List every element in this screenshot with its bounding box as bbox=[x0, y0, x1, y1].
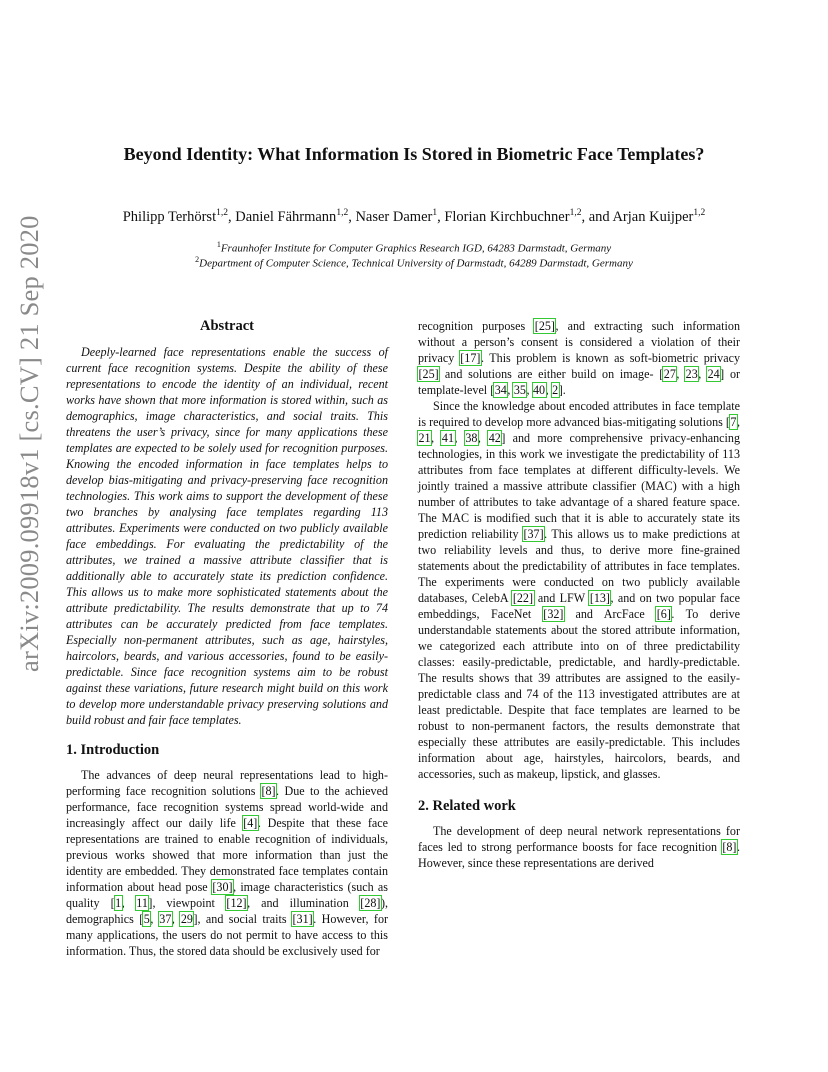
intro-paragraph-2: Since the knowledge about encoded attributes in face template is required to develop more advanced bias-mitigating solutions [7, 21, 41, 38, 42] and more comprehensive privacy-enhancing technologies, in this work we investigate the predictability of 113 attributes from face templates at different difficulty-levels. We jointly trained a massive attribute classifier (MAC) with a high number of attributes to take advantage of a shared feature space. The MAC is modified such that it is able to accurately state its prediction reliability [37]. This allows us to make predictions at two reliability levels and thus, to derive more fine-grained statements about the predictability of attributes in face templates. The experiments were conducted on two publicly available databases, CelebA [22] and LFW [13], and on two popular face embeddings, FaceNet [32] and ArcFace [6]. To derive understandable statements about the stored attribute information, we categorized each attribute into on of three predictability classes: easily-predictable, predictable, and hardly-predictable. The results shows that 39 attributes are assigned to the easily-predictable class and 74 of the 113 investigated attributes are at least predictable. Despite that face templates are learned to be robust to non-permanent factors, the results demonstrate that especially these attributes are easily-predictable. This includes information about age, hairstyles, haircolors, beards, and accessories, such as makeup, lipstick, and glasses. bbox=[418, 399, 740, 781]
intro-paragraph-1: The advances of deep neural representations lead to high-performing face recognition solutions [8]. Due to the achieved performance, face recognition systems spread world-wide and increasingly affect our daily life [4]. Despite that these face representations are trained to enable recognition of individuals, previous works showed that more information than just the identity are embedded. They demonstrated face templates contain information about head pose [30], image characteristics (such as quality [1, 11], viewpoint [12], and illumination [28]), demographics [5, 37, 29], and social traits [31]. However, for many applications, the users do not permit to have access to this information. Thus, the stored data should be exclusively used for bbox=[66, 768, 389, 958]
author-name: Naser Damer bbox=[355, 208, 433, 225]
abstract-body: Deeply-learned face representations enable the success of current face recognition systems. Despite the ability of these representations to encode the identity of an individual, recent works have shown that more information is stored within, such as demographics, image characteristics, and social traits. This threatens the user’s privacy, since for many applications these templates are expected to be solely used for recognition purposes. Knowing the encoded information in face templates helps to develop bias-mitigating and privacy-preserving face recognition technologies. This work aims to support the development of these two branches by analysing face templates regarding 113 attributes. Experiments were conducted on two publicly available face embeddings. For evaluating the predictability of the attributes, we trained a massive attribute classifier that is additionally able to accurately state its prediction confidence. This allows us to make more sophisticated statements about the attribute predictability. The results demonstrate that up to 74 attributes can be accurately predicted from face templates. Especially non-permanent attributes, such as age, hairstyles, haircolors, beards, and various accessories, found to be easily-predictable. Since face recognition systems aim to be robust against these variations, future research might build on this work to develop more understandable privacy preserving solutions and build robust and fair face templates. bbox=[66, 345, 388, 727]
affiliation-marker: 1 bbox=[216, 240, 221, 249]
citation-link[interactable]: [32] bbox=[543, 607, 564, 621]
left-column bbox=[66, 318, 388, 959]
citation-link[interactable]: 24 bbox=[707, 367, 720, 381]
citation-link[interactable]: [25] bbox=[534, 319, 555, 333]
citation-link[interactable]: 34 bbox=[494, 383, 507, 397]
section-heading-related-work: 2. Related work bbox=[418, 798, 516, 814]
citation-link[interactable]: [30] bbox=[212, 880, 233, 894]
citation-link[interactable]: 7 bbox=[730, 415, 737, 429]
citation-link[interactable]: 21 bbox=[418, 431, 431, 445]
citation-link[interactable]: 37 bbox=[159, 912, 172, 926]
affiliation-2 bbox=[0, 255, 828, 270]
affiliation-1 bbox=[0, 240, 828, 255]
citation-link[interactable]: 42 bbox=[488, 431, 501, 445]
author-name: Daniel Fährmann bbox=[235, 208, 337, 225]
citation-link[interactable]: [4] bbox=[243, 816, 258, 830]
affiliation-text: Fraunhofer Institute for Computer Graphics Research IGD, 64283 Darmstadt, Germany bbox=[220, 242, 612, 255]
citation-link[interactable]: 38 bbox=[465, 431, 478, 445]
author-affiliation: 1,2 bbox=[216, 208, 228, 218]
citation-link[interactable]: 11 bbox=[136, 896, 148, 910]
citation-link[interactable]: 2 bbox=[552, 383, 559, 397]
author-name: Arjan Kuijper bbox=[612, 208, 694, 225]
citation-link[interactable]: 29 bbox=[180, 912, 193, 926]
author-affiliation: 1,2 bbox=[569, 208, 582, 218]
author-name: Philipp Terhörst bbox=[122, 208, 217, 225]
citation-link[interactable]: 23 bbox=[685, 367, 698, 381]
affiliation-text: Department of Computer Science, Technical University of Darmstadt, 64289 Darmstadt, Germany bbox=[199, 257, 633, 270]
author-affiliation: 1,2 bbox=[693, 208, 706, 218]
citation-link[interactable]: 5 bbox=[143, 912, 150, 926]
author-affiliation: 1 bbox=[432, 208, 438, 218]
citation-link[interactable]: 40 bbox=[533, 383, 546, 397]
author-affiliation: 1,2 bbox=[336, 208, 349, 218]
paper-title: Beyond Identity: What Information Is Stored in Biometric Face Templates? bbox=[123, 144, 705, 164]
citation-link[interactable]: 27 bbox=[663, 367, 676, 381]
citation-link[interactable]: [12] bbox=[226, 896, 247, 910]
citation-link[interactable]: [25] bbox=[418, 367, 439, 381]
related-paragraph-1: The development of deep neural network representations for faces led to strong performance boosts for face recognition [8]. However, since these representations are derived bbox=[418, 824, 740, 870]
abstract-heading: Abstract bbox=[200, 318, 254, 334]
author-list: Philipp Terhörst$^{1,2}$, Daniel Fährmann$^{1,2}$, Naser Damer$^1$, Florian Kirchbuchner$^{1,2}$, and Arjan Kuijper$^{1,2}$ bbox=[122, 208, 706, 225]
affiliation-marker: 2 bbox=[195, 255, 200, 264]
citation-link[interactable]: [22] bbox=[512, 591, 533, 605]
citation-link[interactable]: [37] bbox=[523, 527, 544, 541]
author-name: Florian Kirchbuchner bbox=[444, 208, 570, 225]
intro-paragraph-1-continued: recognition purposes [25], and extracting such information without a person’s consent is considered a violation of their privacy [17]. This problem is known as soft-biometric privacy [25] and solutions are either build on image- [27, 23, 24] or template-level [34, 35, 40, 2]. bbox=[418, 319, 741, 397]
section-heading-introduction: 1. Introduction bbox=[66, 742, 160, 758]
citation-link[interactable]: [13] bbox=[589, 591, 610, 605]
citation-link[interactable]: [31] bbox=[292, 912, 313, 926]
citation-link[interactable]: [8] bbox=[722, 840, 737, 854]
citation-link[interactable]: 41 bbox=[441, 431, 454, 445]
citation-link[interactable]: [17] bbox=[460, 351, 481, 365]
citation-link[interactable]: [6] bbox=[656, 607, 671, 621]
citation-link[interactable]: 1 bbox=[115, 896, 122, 910]
right-column bbox=[418, 318, 740, 871]
citation-link[interactable]: 35 bbox=[513, 383, 526, 397]
citation-link[interactable]: [8] bbox=[261, 784, 276, 798]
citation-link[interactable]: [28] bbox=[360, 896, 381, 910]
arxiv-identifier: arXiv:2009.09918v1 [cs.CV] 21 Sep 2020 bbox=[14, 215, 44, 672]
